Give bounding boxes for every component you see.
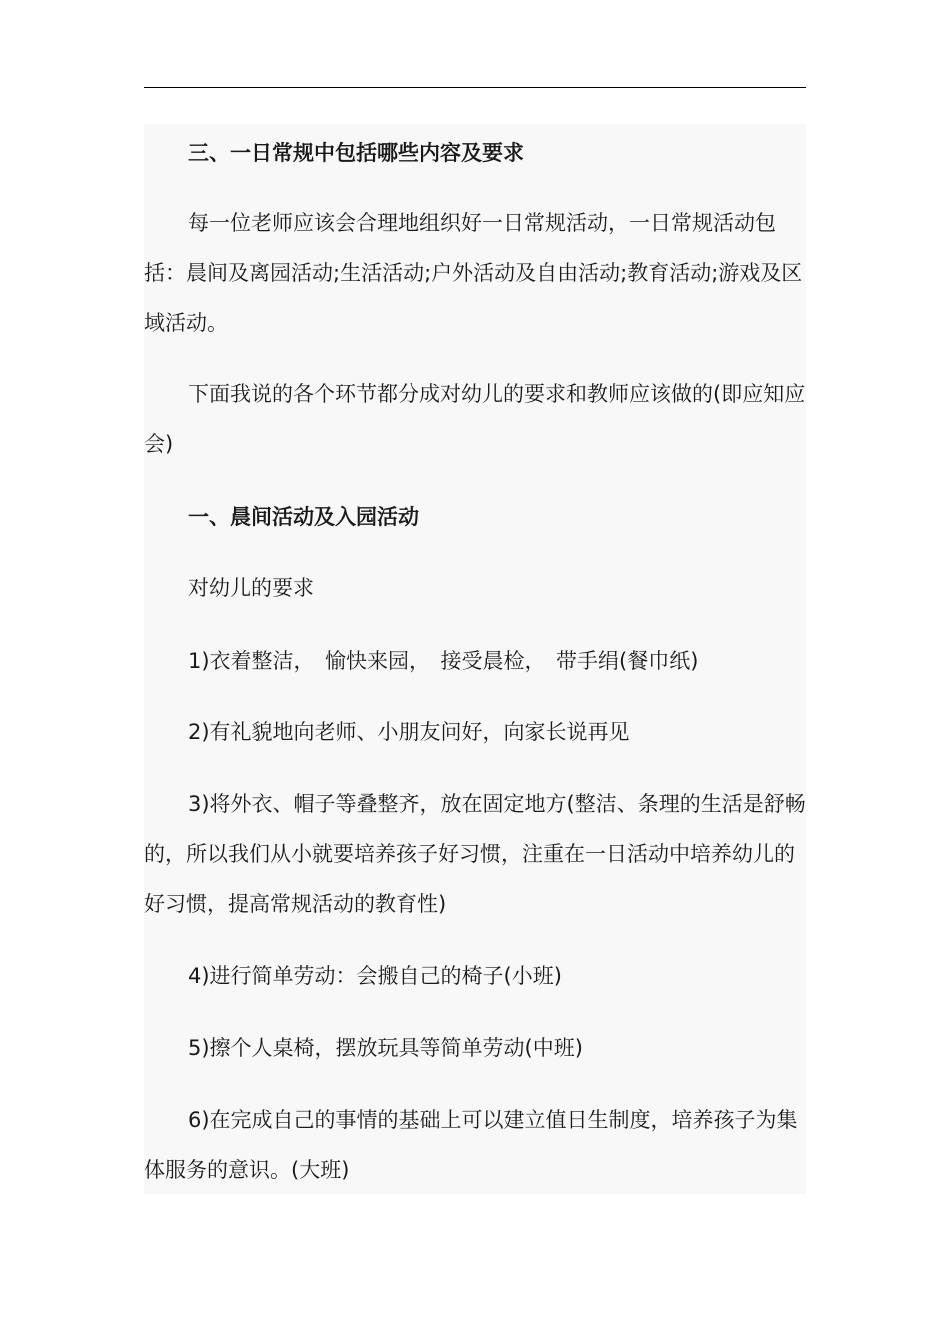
- list-item-5: 5)擦个人桌椅，摆放玩具等简单劳动(中班): [188, 1036, 583, 1060]
- paragraph-section-intro: 下面我说的各个环节都分成对幼儿的要求和教师应该做的(即应知应会): [144, 382, 806, 456]
- section-heading-morning-activities: 一、晨间活动及入园活动: [188, 505, 419, 529]
- list-item-1: 1)衣着整洁， 愉快来园， 接受晨检， 带手绢(餐巾纸): [188, 649, 699, 673]
- list-item-3: 3)将外衣、帽子等叠整齐，放在固定地方(整洁、条理的生活是舒畅的，所以我们从小就要培养孩子好习惯，注重在一日活动中培养幼儿的好习惯，提高常规活动的教育性): [144, 792, 806, 916]
- subheading-child-requirements: 对幼儿的要求: [188, 576, 314, 600]
- list-item-6: 6)在完成自己的事情的基础上可以建立值日生制度，培养孩子为集体服务的意识。(大班): [144, 1108, 798, 1182]
- list-item-4: 4)进行简单劳动：会搬自己的椅子(小班): [188, 964, 562, 988]
- paragraph-routine-overview: 每一位老师应该会合理地组织好一日常规活动，一日常规活动包括：晨间及离园活动;生活活动;户外活动及自由活动;教育活动;游戏及区域活动。: [144, 211, 803, 335]
- list-item-2: 2)有礼貌地向老师、小朋友问好，向家长说再见: [188, 720, 630, 744]
- section-heading-daily-routine: 三、一日常规中包括哪些内容及要求: [188, 141, 524, 165]
- header-rule: [144, 87, 806, 88]
